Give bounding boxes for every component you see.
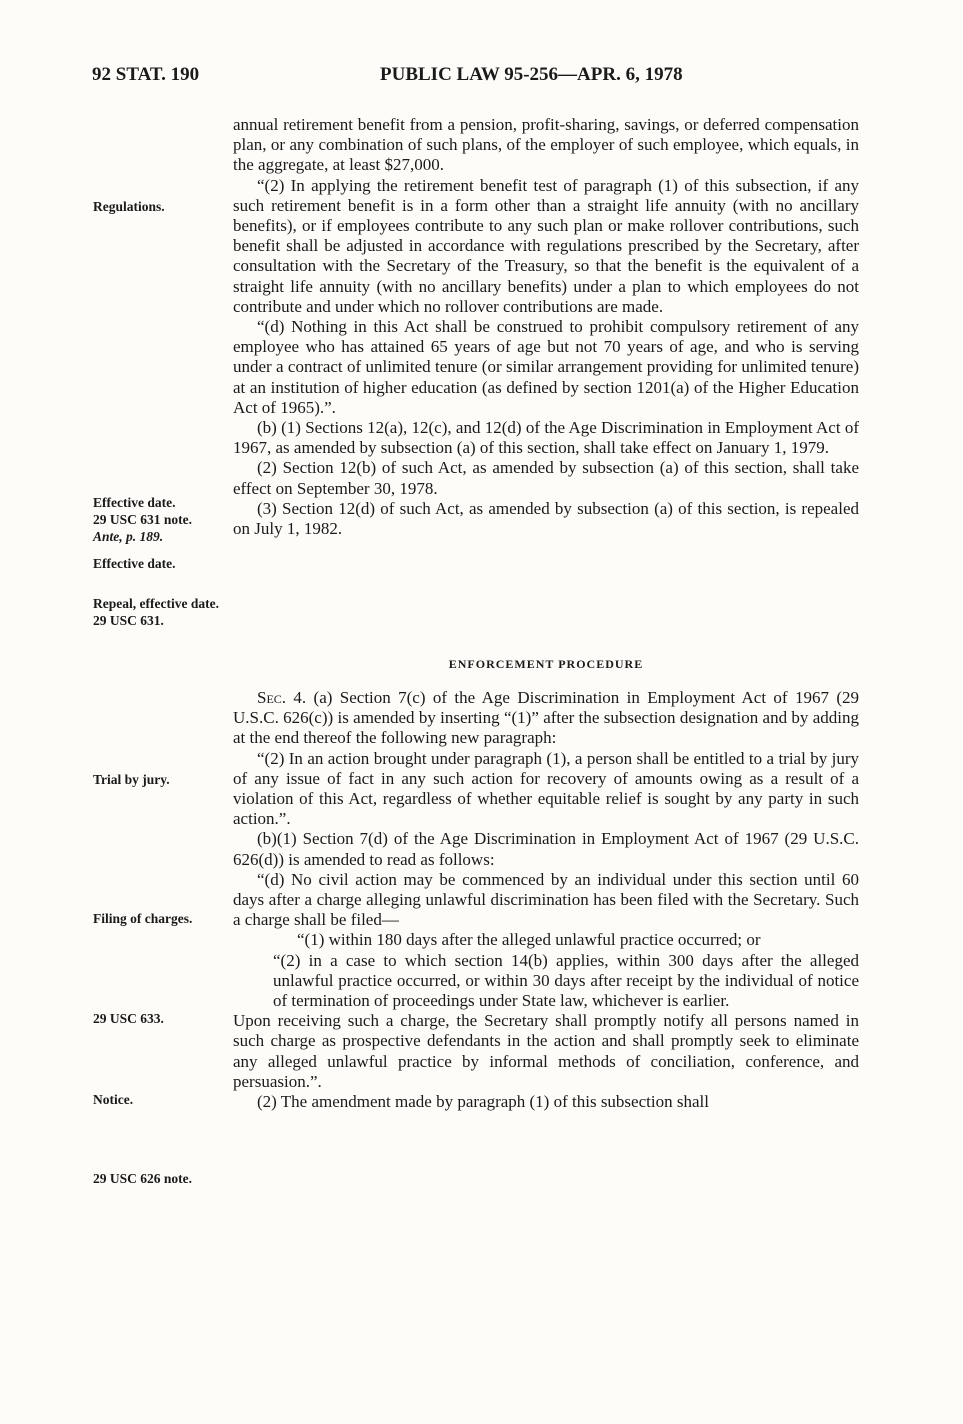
section-label: Sec. — [257, 688, 287, 707]
paragraph-retirement-benefit: annual retirement benefit from a pension, profit-sharing, savings, or deferred compensation plan, or any combination of such plans, of the employer of such employee, which equals, in the aggregate, at least $27,000. — [233, 115, 859, 175]
public-law-title: PUBLIC LAW 95-256—APR. 6, 1978 — [380, 64, 683, 85]
statute-page-number: 92 STAT. 190 — [92, 64, 200, 85]
section-4-text: 4. (a) Section 7(c) of the Age Discrimination in Employment Act of 1967 (29 U.S.C. 626(c)) is amended by inserting “(1)” after the subsection designation and by adding at the end thereof the following new paragraph: — [233, 688, 860, 748]
paragraph-repeal: (3) Section 12(d) of such Act, as amended by subsection (a) of this section, is repealed on July 1, 1982. — [233, 498, 859, 539]
margin-note-regulations: Regulations. — [93, 199, 165, 214]
paragraph-amendment: (2) The amendment made by paragraph (1) of this subsection shall — [257, 1092, 709, 1112]
paragraph-section-4 — [233, 688, 859, 749]
paragraph-section-7d: (b)(1) Section 7(d) of the Age Discrimination in Employment Act of 1967 (29 U.S.C. 626(d)) is amended to read as follows: — [233, 829, 859, 869]
margin-note-line: Ante, p. 189. — [93, 529, 164, 544]
paragraph-subsection-d: “(d) Nothing in this Act shall be construed to prohibit compulsory retirement of any employee who has attained 65 years of age but not 70 years of age, and who is serving under a contract of unlimited tenure (or similar arrangement providing for unlimited tenure) at an institution of higher education (as defined by section 1201(a) of the Higher Education Act of 1965).”. — [233, 317, 859, 417]
paragraph-trial-by-jury: “(2) In an action brought under paragraph (1), a person shall be entitled to a trial by jury of any issue of fact in any such action for recovery of amounts owing as a result of a violation of this Act, regardless of whether equitable relief is sought by any party in such action.”. — [233, 748, 859, 829]
margin-note-trial-by-jury: Trial by jury. — [93, 772, 170, 787]
paragraph-effective-dates-2: (2) Section 12(b) of such Act, as amended by subsection (a) of this section, shall take effect on September 30, 1978. — [233, 458, 859, 498]
paragraph-effective-dates-1: (b) (1) Sections 12(a), 12(c), and 12(d) of the Age Discrimination in Employment Act of 1967, as amended by subsection (a) of this section, shall take effect on January 1, 1979. — [233, 418, 859, 458]
body-block-1 — [233, 115, 859, 539]
margin-note-line: 29 USC 631 note. — [93, 512, 193, 527]
margin-note-line: Repeal, effective date. — [93, 596, 219, 611]
margin-note-29-usc-633: 29 USC 633. — [93, 1011, 164, 1026]
margin-note-notice: Notice. — [93, 1092, 134, 1107]
paragraph-retirement-benefit-test: “(2) In applying the retirement benefit test of paragraph (1) of this subsection, if any such retirement benefit is in a form other than a straight life annuity (with no ancillary benefits), or if employees contribute to any such plan or make rollover contributions, such benefit shall be adjusted in accordance with regulations prescribed by the Secretary, after consultation with the Secretary of the Treasury, so that the benefit is the equivalent of a straight life annuity (with no ancillary benefits) under a plan to which employees do not contribute and under which no rollover contributions are made. — [233, 175, 859, 316]
page-header — [92, 64, 862, 92]
paragraph-civil-action: “(d) No civil action may be commenced by an individual under this section until 60 days after a charge alleging unlawful discrimination has been filed with the Secretary. Such a charge shall be filed— — [233, 869, 859, 930]
section-heading-enforcement: ENFORCEMENT PROCEDURE — [448, 657, 644, 671]
margin-note-repeal — [93, 595, 221, 629]
margin-note-line: Effective date. — [93, 495, 176, 510]
margin-note-effective-date-2: Effective date. — [93, 556, 176, 571]
paragraph-clause-1: “(1) within 180 days after the alleged unlawful practice occurred; or — [297, 930, 761, 950]
margin-note-effective-date-1 — [93, 494, 223, 545]
margin-note-filing-of-charges: Filing of charges. — [93, 911, 193, 926]
margin-note-29-usc-626-note: 29 USC 626 note. — [93, 1171, 193, 1186]
margin-note-line: 29 USC 631. — [93, 613, 164, 628]
paragraph-notice: Upon receiving such a charge, the Secretary shall promptly notify all persons named in such charge as prospective defendants in the action and shall promptly seek to eliminate any alleged unlawful practice by informal methods of conciliation, conference, and persuasion.”. — [233, 1011, 859, 1091]
body-block-2 — [233, 688, 859, 1112]
paragraph-clause-2: “(2) in a case to which section 14(b) applies, within 300 days after the alleged unlawful practice occurred, or within 30 days after receipt by the individual of notice of termination of proceedings under State law, whichever is earlier. — [273, 950, 859, 1011]
